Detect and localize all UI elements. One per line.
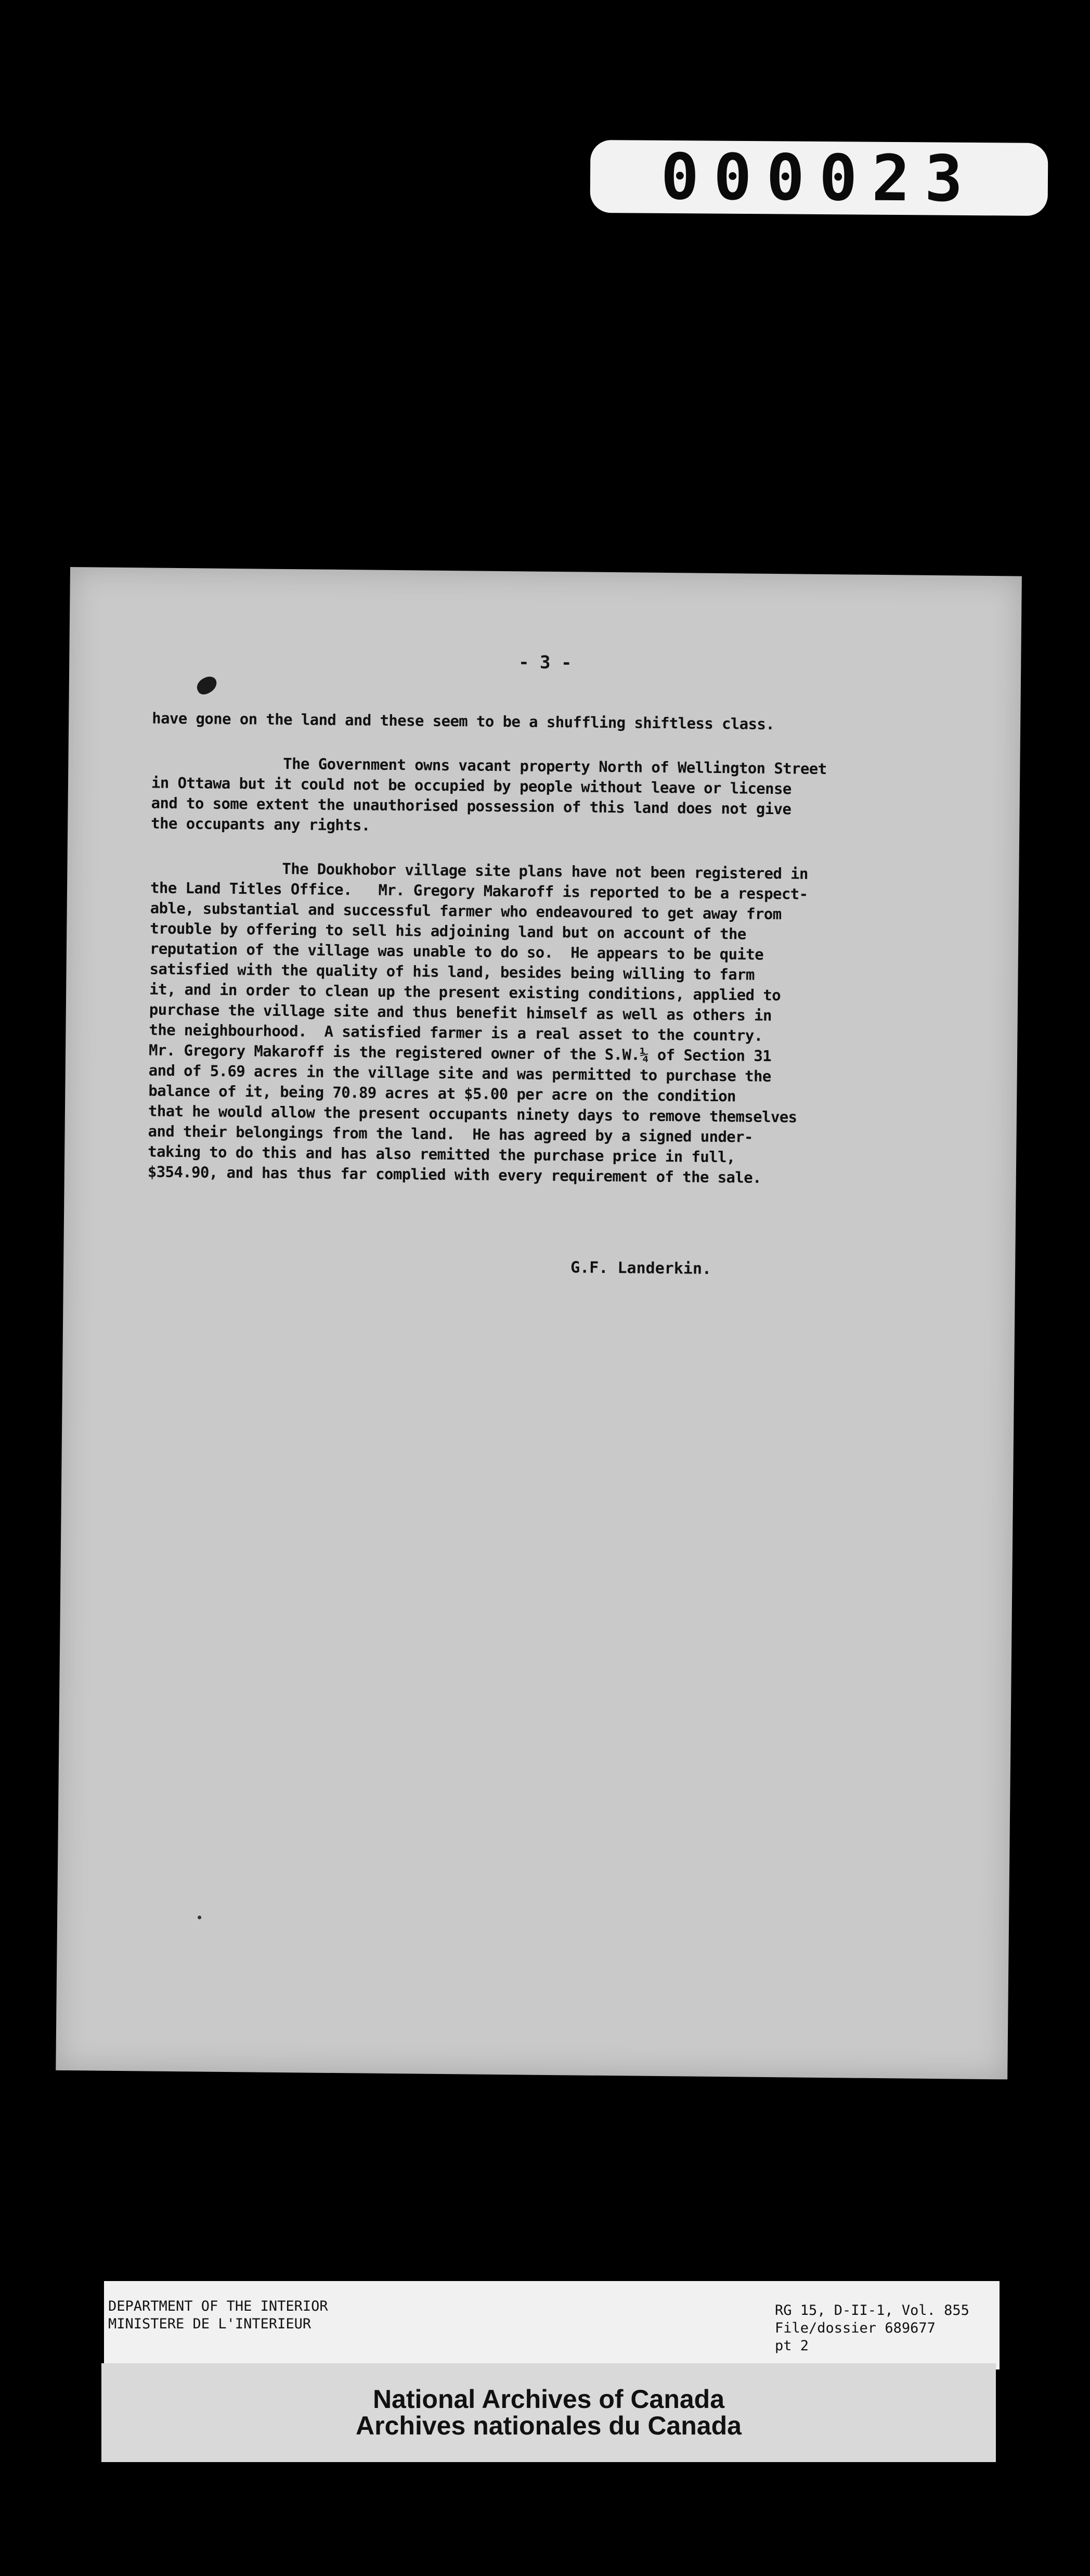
banner-french: Archives nationales du Canada xyxy=(356,2411,742,2440)
frame-number-stamp: 000023 xyxy=(590,140,1048,216)
signature: G.F. Landerkin. xyxy=(570,1258,712,1278)
page-number: - 3 - xyxy=(518,652,572,674)
archive-reference: RG 15, D-II-1, Vol. 855 xyxy=(775,2302,969,2319)
archives-banner xyxy=(101,2363,996,2462)
paragraph-village-site: The Doukhobor village site plans have not been registered in the Land Titles Office. Mr. Gregory Makaroff is reported to be a respect- able, substantial and successful farmer who endeavoured to get away from trouble by offering to sell his adjoining land but on account of the reputation of the village was unable to do so. He appears to be quite satisfied with the quality of his land, besides being willing to farm it, and in order to clean up the present existing conditions, applied to purchase the village site and thus benefit himself as well as others in the neighbourhood. A satisfied farmer is a real asset to the country. Mr. Gregory Makaroff is the registered owner of the S.W.¼ of Section 31 and of 5.69 acres in the village site and was permitted to purchase the balance of it, being 70.89 acres at $5.00 per acre on the condition that he would allow the present occupants ninety days to remove themselves and their belongings from the land. He has agreed by a signed under- taking to do this and has also remitted the purchase price in full, $354.90, and has thus far complied with every requirement of the sale. xyxy=(147,858,809,1187)
document-page xyxy=(56,567,1022,2079)
banner-english: National Archives of Canada xyxy=(372,2385,725,2414)
paragraph-continuation: have gone on the land and these seem to be a shuffling shiftless class. xyxy=(152,709,775,733)
part-number: pt 2 xyxy=(775,2338,809,2354)
department-en: DEPARTMENT OF THE INTERIOR xyxy=(108,2298,328,2314)
department-block xyxy=(108,2298,328,2333)
stray-dot-mark xyxy=(198,1915,201,1919)
file-number: File/dossier 689677 xyxy=(775,2320,936,2336)
paragraph-government-property: The Government owns vacant property North of Wellington Street in Ottawa but it could not be occupied by people without leave or license and to some extent the unauthorised possession of this land does not give the occupants any rights. xyxy=(151,753,827,834)
reference-block xyxy=(775,2302,969,2355)
department-fr: MINISTERE DE L'INTERIEUR xyxy=(108,2316,312,2332)
document-body xyxy=(147,709,984,1214)
archive-info-strip xyxy=(104,2281,1000,2369)
ink-smudge-mark xyxy=(194,674,219,697)
